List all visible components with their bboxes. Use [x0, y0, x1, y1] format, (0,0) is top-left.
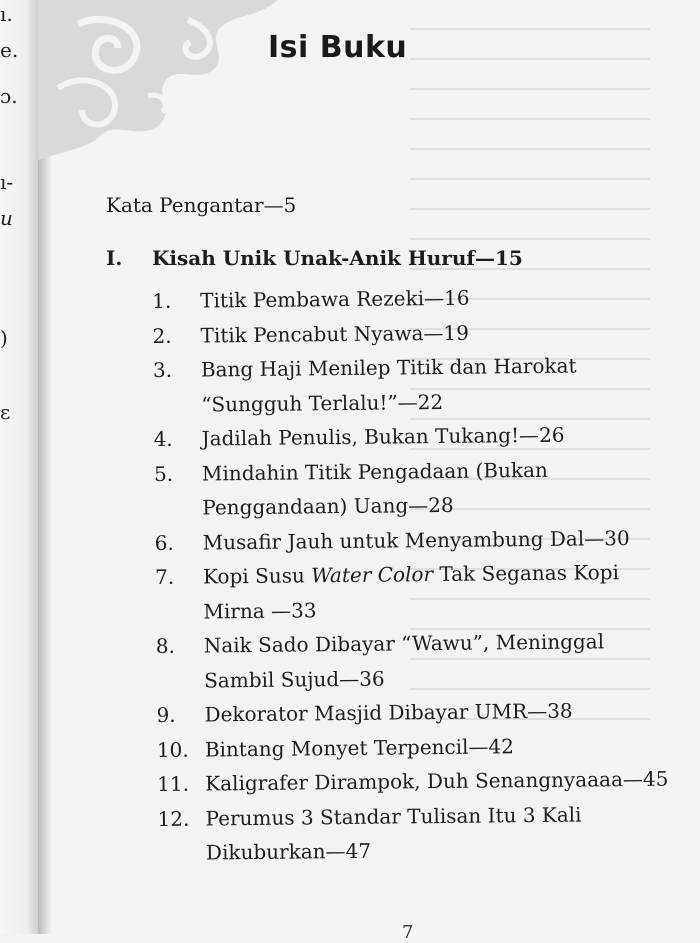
entry-line: Kopi Susu — [202, 563, 312, 589]
entry-title — [204, 624, 677, 698]
entry-number: 9. — [156, 702, 176, 727]
entry-number: 12. — [157, 806, 190, 831]
entry-line: Mirna —33 — [203, 597, 317, 623]
corner-ornament-icon — [38, 0, 278, 165]
entry-number: 10. — [156, 737, 189, 762]
part-numeral: I. — [106, 246, 123, 270]
entry-number: 6. — [154, 530, 174, 555]
left-page-fragment: ɛ — [0, 400, 11, 424]
page-number: 7 — [402, 922, 414, 943]
left-page-fragment: ı. — [0, 2, 13, 26]
left-page-fragment: u — [0, 206, 13, 230]
toc-entry — [157, 762, 677, 802]
toc-part-heading — [106, 246, 523, 270]
entry-number: 4. — [153, 426, 173, 451]
entry-line: Mindahin Titik Pengadaan (Bukan — [201, 457, 548, 485]
left-page-fragment: ı- — [0, 170, 14, 194]
entry-title — [205, 796, 678, 870]
left-page-fragment: ɔ. — [0, 84, 18, 108]
entry-line-italic: Water Color — [311, 562, 434, 588]
entry-number: 1. — [152, 288, 172, 313]
entry-title: Musafir Jauh untuk Menyambung Dal—30 — [202, 525, 630, 554]
toc-entry — [156, 693, 676, 733]
entry-line: “Sungguh Terlalu!”—22 — [201, 389, 444, 416]
part-title: Kisah Unik Unak-Anik Huruf—15 — [152, 246, 523, 270]
left-page-fragment: ) — [0, 326, 8, 350]
toc-entry — [153, 417, 673, 457]
entry-title — [202, 451, 675, 525]
entry-line: Dikuburkan—47 — [205, 838, 372, 865]
toc-entry — [156, 624, 677, 698]
entry-line: Bang Haji Menilep Titik dan Harokat — [200, 353, 577, 382]
entry-title: Titik Pembawa Rezeki—16 — [200, 285, 470, 313]
entry-number: 7. — [154, 564, 175, 589]
entry-line: Tak Seganas Kopi — [432, 560, 620, 587]
entry-title — [203, 555, 676, 629]
entry-number: 5. — [153, 461, 174, 486]
entry-title: Bintang Monyet Terpencil—42 — [204, 733, 515, 761]
toc-entry — [152, 279, 672, 319]
entry-number: 8. — [155, 633, 176, 658]
entry-title: Jadilah Penulis, Bukan Tukang!—26 — [201, 422, 565, 451]
toc-list — [152, 279, 678, 871]
toc-entry — [152, 313, 672, 353]
toc-entry-intro: Kata Pengantar—5 — [106, 193, 297, 217]
toc-entry — [157, 727, 677, 767]
toc-entry — [155, 555, 676, 629]
left-facing-page — [0, 0, 38, 934]
toc-entry — [153, 348, 674, 422]
entry-line: Penggandaan) Uang—28 — [202, 492, 454, 520]
entry-line: Sambil Sujud—36 — [204, 666, 385, 692]
toc-entry — [155, 520, 675, 560]
entry-title: Titik Pencabut Nyawa—19 — [200, 320, 469, 347]
entry-line: Perumus 3 Standar Tulisan Itu 3 Kali — [205, 802, 582, 830]
entry-title: Dekorator Masjid Dibayar UMR—38 — [204, 698, 573, 727]
entry-title — [201, 348, 674, 422]
entry-line: Naik Sado Dibayar “Wawu”, Meninggal — [203, 629, 605, 658]
left-page-fragment: e. — [0, 38, 19, 62]
toc-entry — [157, 796, 678, 870]
toc-entry — [154, 451, 675, 525]
page-title: Isi Buku — [268, 30, 408, 65]
entry-title: Kaligrafer Dirampok, Duh Senangnyaaaa—45 — [205, 766, 669, 796]
entry-number: 3. — [152, 357, 173, 382]
entry-number: 11. — [157, 771, 190, 796]
entry-number: 2. — [152, 323, 172, 348]
